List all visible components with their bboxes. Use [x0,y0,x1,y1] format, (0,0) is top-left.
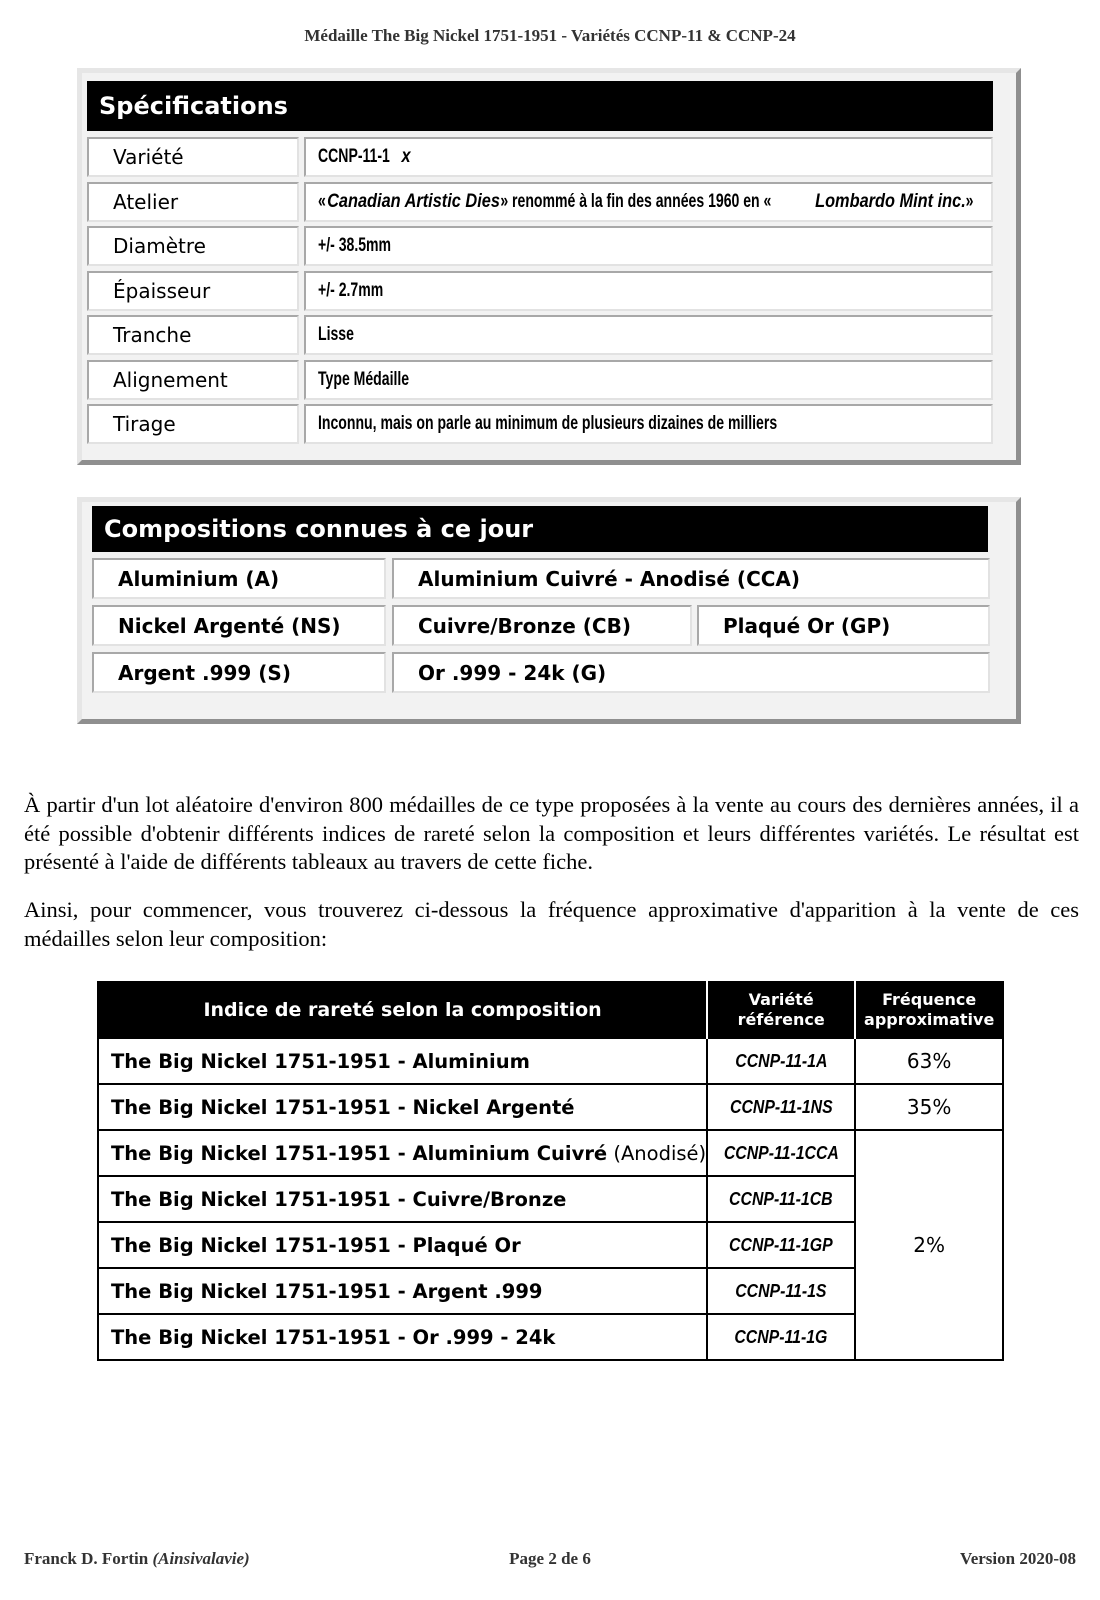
composition-item: Or .999 - 24k (G) [392,652,990,693]
composition-item: Nickel Argenté (NS) [92,605,386,646]
table-row [98,1130,1003,1176]
specifications-panel [77,68,1021,465]
composition-item: Argent .999 (S) [92,652,386,693]
rarity-table-header-freq: Fréquence approximative [855,982,1003,1038]
footer-version: Version 2020-08 [959,1549,1076,1568]
composition-item: Cuivre/Bronze (CB) [392,605,692,646]
composition-name: The Big Nickel 1751-1951 - Cuivre/Bronze [98,1176,707,1222]
variety-reference: CCNP-11-1NS [707,1084,855,1130]
variety-reference: CCNP-11-1G [707,1314,855,1360]
compositions-panel [77,497,1021,724]
table-row [98,1038,1003,1084]
variety-reference: CCNP-11-1GP [707,1222,855,1268]
composition-name: The Big Nickel 1751-1951 - Aluminium [98,1038,707,1084]
lead-paragraph: Ainsi, pour commencer, vous trouverez ci-dessous la fréquence approximative d'apparition à la vente de ces médailles selon leur composition: [24,897,1079,951]
compositions-heading: Compositions connues à ce jour [92,506,988,552]
specifications-heading: Spécifications [87,81,993,131]
spec-label: Atelier [87,182,299,222]
spec-value: Type Médaille [304,360,993,400]
composition-name: The Big Nickel 1751-1951 - Aluminium Cuivré (Anodisé) [98,1130,707,1176]
rarity-table-header-name: Indice de rareté selon la composition [98,982,707,1038]
table-row [98,1084,1003,1130]
spec-label: Alignement [87,360,299,400]
composition-name: The Big Nickel 1751-1951 - Nickel Argenté [98,1084,707,1130]
approximate-frequency: 2% [855,1130,1003,1360]
spec-label: Tirage [87,404,299,444]
variety-reference: CCNP-11-1A [707,1038,855,1084]
composition-name: The Big Nickel 1751-1951 - Argent .999 [98,1268,707,1314]
composition-item: Plaqué Or (GP) [697,605,990,646]
footer-page-number: Page 2 de 6 [509,1549,591,1568]
spec-value: «Canadian Artistic Dies» renommé à la fin des années 1960 en « Lombardo Mint inc.» [304,182,993,222]
intro-paragraph: À partir d'un lot aléatoire d'environ 800 médailles de ce type proposées à la vente au cours des dernières années, il a été possible d'obtenir différents indices de rareté selon la composition et leurs différentes variétés. Le résultat est présenté à l'aide de différents tableaux au travers de cette fiche. [24,792,1079,874]
footer-author: Franck D. Fortin (Ainsivalavie) [24,1549,250,1568]
composition-name: The Big Nickel 1751-1951 - Or .999 - 24k [98,1314,707,1360]
composition-item: Aluminium Cuivré - Anodisé (CCA) [392,558,990,599]
spec-value: CCNP-11-1 x [304,137,993,177]
composition-name: The Big Nickel 1751-1951 - Plaqué Or [98,1222,707,1268]
composition-item: Aluminium (A) [92,558,386,599]
spec-value: +/- 2.7mm [304,271,993,311]
rarity-table [97,981,1004,1361]
variety-reference: CCNP-11-1CB [707,1176,855,1222]
approximate-frequency: 35% [855,1084,1003,1130]
variety-reference: CCNP-11-1CCA [707,1130,855,1176]
variety-reference: CCNP-11-1S [707,1268,855,1314]
spec-value: +/- 38.5mm [304,226,993,266]
spec-value: Lisse [304,315,993,355]
spec-label: Tranche [87,315,299,355]
spec-label: Épaisseur [87,271,299,311]
spec-value: Inconnu, mais on parle au minimum de plusieurs dizaines de milliers [304,404,993,444]
approximate-frequency: 63% [855,1038,1003,1084]
rarity-table-header-ref: Variété référence [707,982,855,1038]
spec-label: Variété [87,137,299,177]
spec-label: Diamètre [87,226,299,266]
page-header-title: Médaille The Big Nickel 1751-1951 - Variétés CCNP-11 & CCNP-24 [304,26,796,45]
